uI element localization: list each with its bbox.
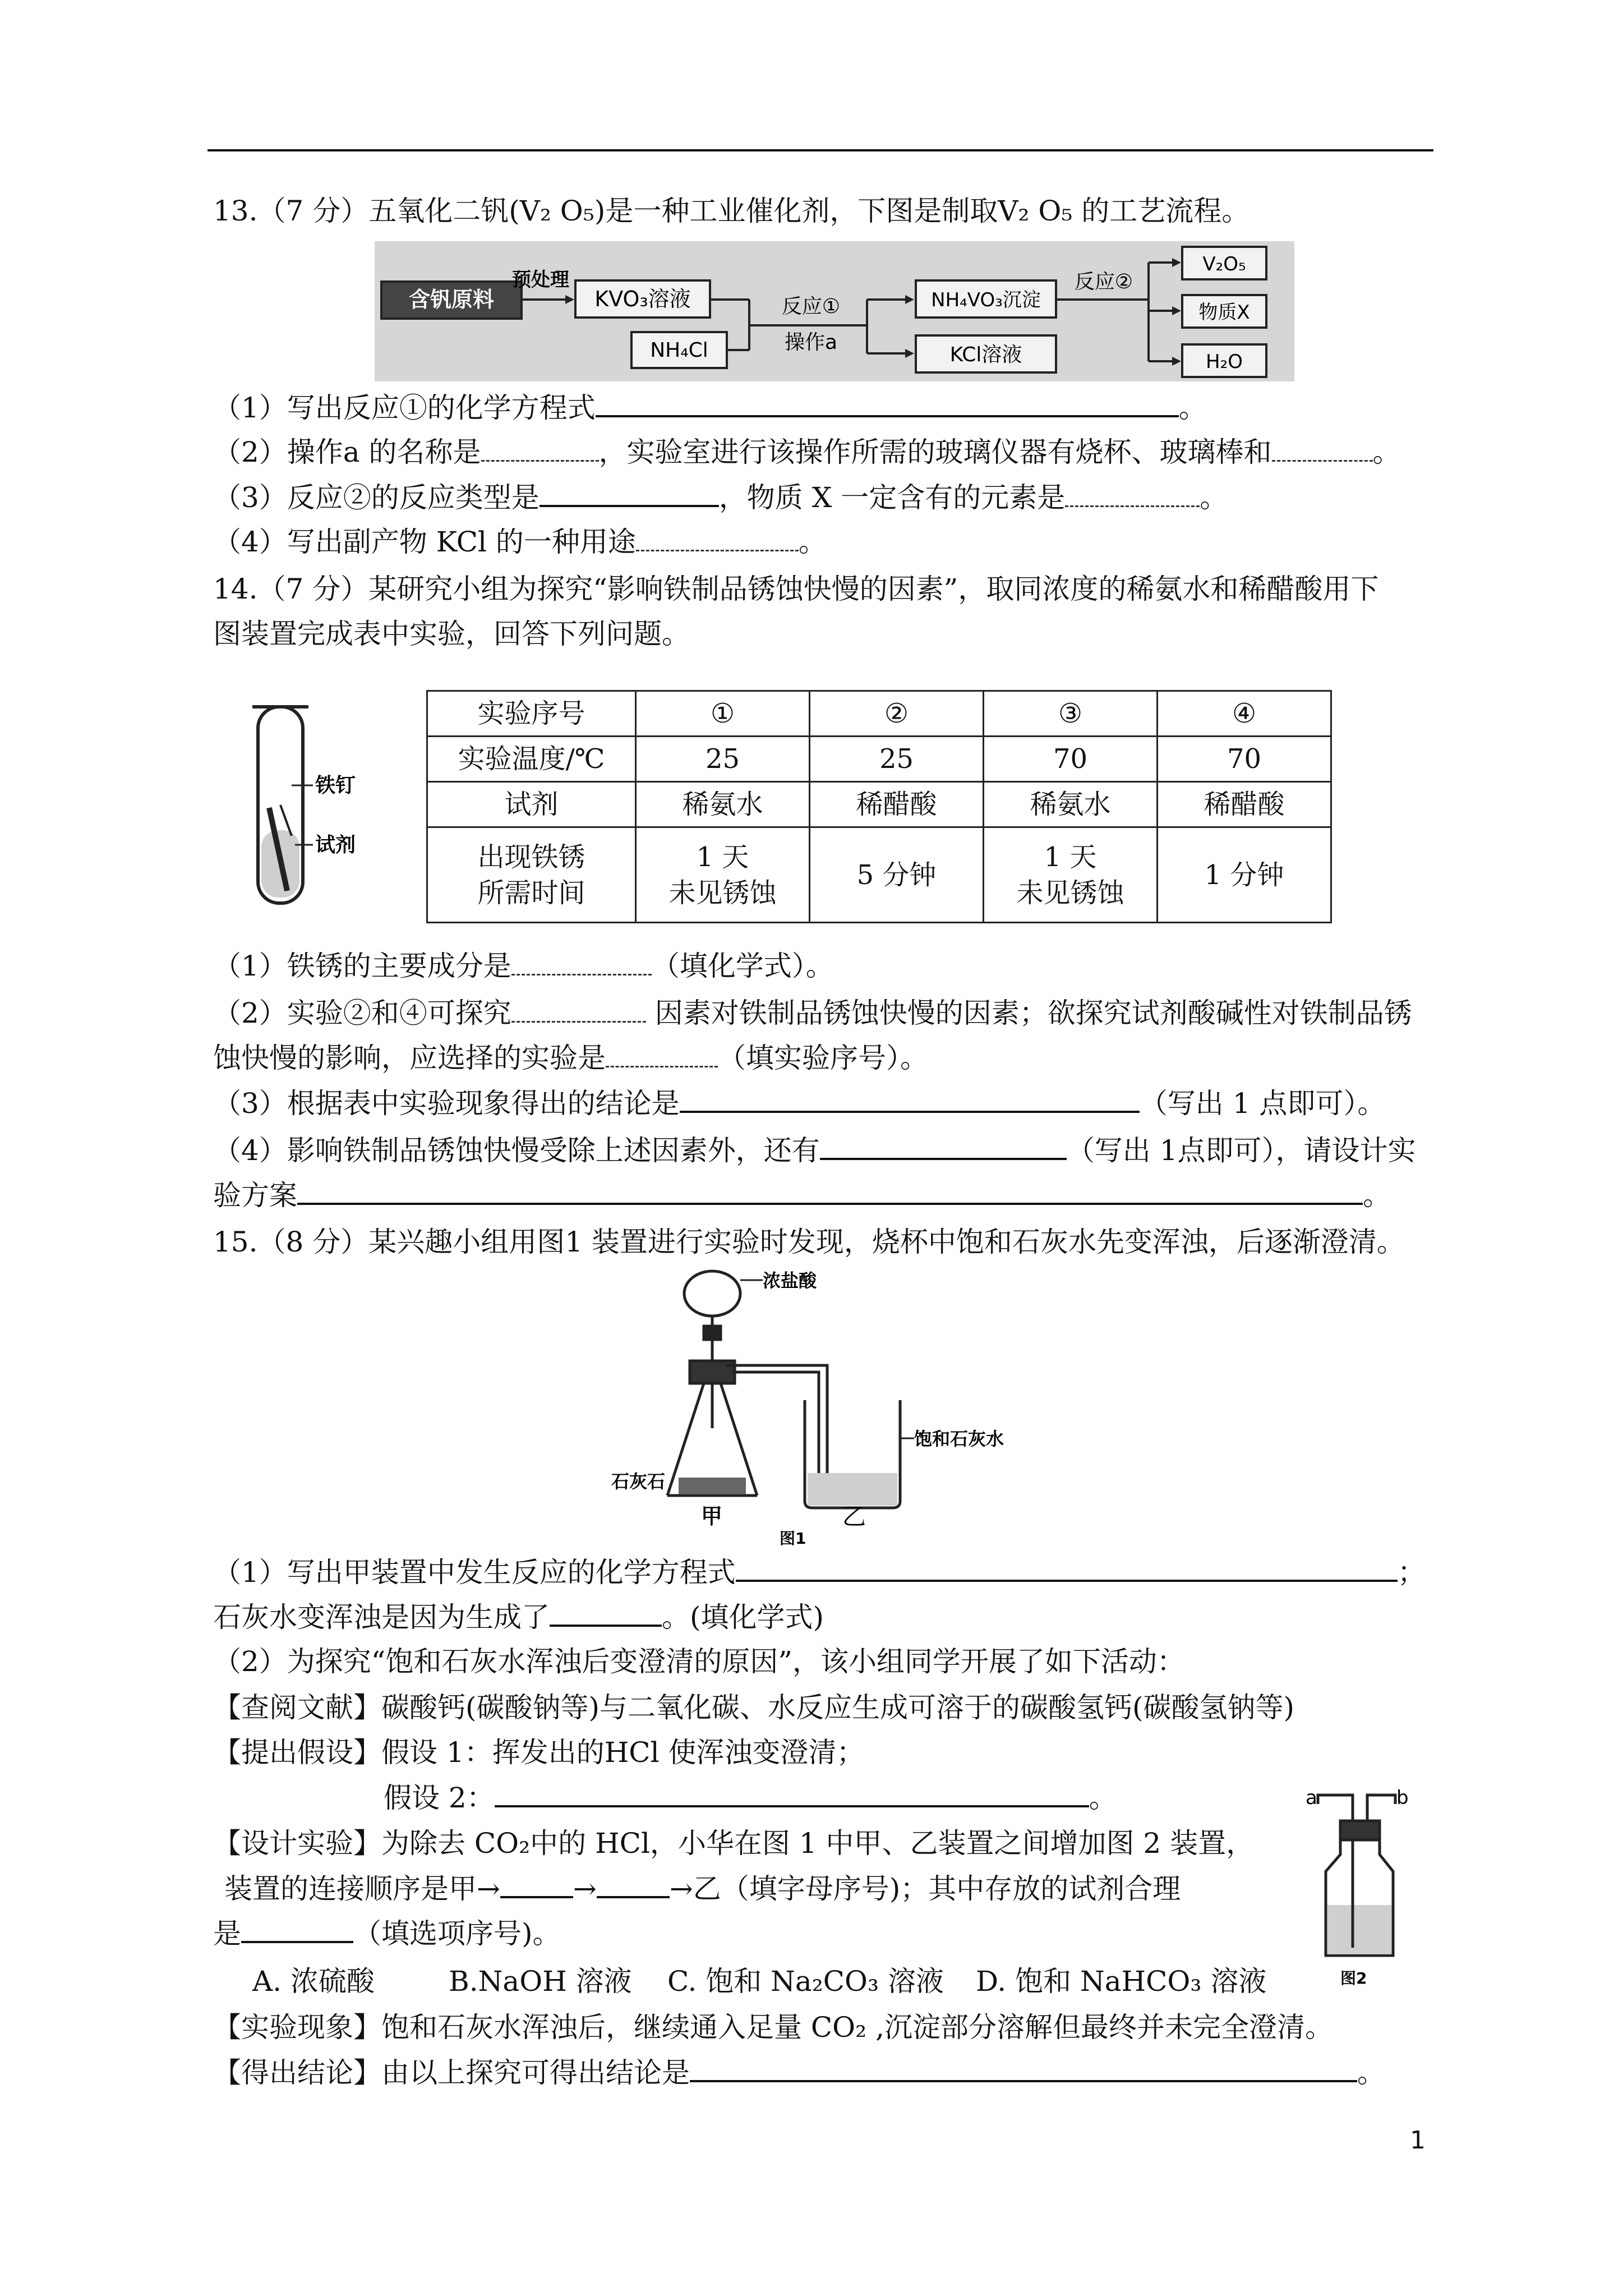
table-row: 试剂 稀氨水 稀醋酸 稀氨水 稀醋酸 — [427, 782, 1331, 827]
figure-2-caption: 图2 — [1340, 1969, 1367, 1987]
q13-flowchart — [375, 241, 1294, 381]
label-lime-water: 饱和石灰水 — [914, 1428, 1004, 1450]
table-row: 出现铁锈 所需时间 1 天 未见锈蚀 5 分钟 1 天 未见锈蚀 1 分钟 — [427, 827, 1331, 923]
q15-phenomenon: 【实验现象】饱和石灰水浑浊后，继续通入足量 CO₂ ,沉淀部分溶解但最终并未完全澄清。 — [213, 2011, 1333, 2044]
q14-sub4: （4）影响铁制品锈蚀快慢受除上述因素外，还有 （写出 1点即可），请设计实 — [213, 1132, 1416, 1168]
q15-sub1-cont: 石灰水变浑浊是因为生成了 。(填化学式) — [213, 1599, 824, 1635]
q15-design-reagent: 是 （填选项序号)。 — [213, 1915, 561, 1952]
page-number: 1 — [1410, 2126, 1426, 2155]
answer-blank[interactable] — [511, 995, 646, 1023]
q15-heading: 15.（8 分）某兴趣小组用图1 装置进行实验时发现，烧杯中饱和石灰水先变浑浊，后逐渐澄清。 — [213, 1226, 1405, 1258]
answer-blank[interactable] — [636, 524, 799, 551]
q15-sub1: （1）写出甲装置中发生反应的化学方程式 ； — [213, 1554, 1426, 1590]
q13-sub2: （2）操作a 的名称是 ，实验室进行该操作所需的玻璃仪器有烧杯、玻璃棒和 。 — [213, 434, 1401, 470]
q15-hypothesis-2: 假设 2： 。 — [384, 1779, 1117, 1816]
fig-reagent-label: 试剂 — [315, 834, 356, 857]
q14-sub4-cont: 验方案 。 — [213, 1177, 1391, 1213]
option-a: A. 浓硫酸 — [252, 1965, 375, 1998]
answer-blank[interactable] — [241, 1915, 353, 1943]
flow-pre: 预处理 — [512, 269, 569, 291]
figure-1-apparatus — [611, 1266, 1038, 1546]
q13-sub4: （4）写出副产物 KCl 的一种用途 。 — [213, 524, 827, 560]
label-jia: 甲 — [701, 1504, 723, 1529]
q15-design-order: 装置的连接顺序是甲→ → →乙（填字母序号)；其中存放的试剂合理 — [224, 1870, 1181, 1907]
table-row: 实验序号 ① ② ③ ④ — [427, 691, 1331, 737]
flow-r2: 反应② — [1074, 270, 1133, 293]
q15-design: 【设计实验】为除去 CO₂中的 HCl，小华在图 1 中甲、乙装置之间增加图 2 装置， — [213, 1827, 1255, 1860]
flow-kvo3: KVO₃溶液 — [594, 287, 691, 311]
q15-hypothesis: 【提出假设】假设 1：挥发出的HCl 使浑浊变澄清； — [213, 1736, 865, 1769]
flow-r1: 反应① — [781, 295, 841, 318]
flow-kcl: KCl溶液 — [949, 343, 1022, 366]
q14-sub2-cont: 蚀快慢的影响，应选择的实验是 （填实验序号）。 — [213, 1040, 928, 1076]
answer-blank[interactable] — [606, 1040, 718, 1068]
figure-1-caption: 图1 — [780, 1529, 806, 1546]
port-b-label: b — [1396, 1787, 1409, 1809]
q13-sub1: （1）写出反应①的化学方程式 。 — [213, 389, 1207, 426]
answer-blank[interactable] — [511, 948, 652, 976]
flow-nh4cl: NH₄Cl — [650, 339, 708, 362]
answer-blank[interactable] — [1065, 480, 1200, 507]
flow-raw: 含钒原料 — [408, 287, 495, 312]
port-a-label: a — [1306, 1787, 1317, 1809]
option-d: D. 饱和 NaHCO₃ 溶液 — [976, 1965, 1267, 1998]
fig-nail-label: 铁钉 — [315, 774, 356, 797]
label-yi: 乙 — [842, 1503, 866, 1530]
q14-sub1: （1）铁锈的主要成分是 （填化学式）。 — [213, 948, 834, 984]
q15-conclusion: 【得出结论】由以上探究可得出结论是 。 — [213, 2054, 1385, 2091]
q15-literature: 【查阅文献】碳酸钙(碳酸钠等)与二氧化碳、水反应生成可溶于的碳酸氢钙(碳酸氢钠等) — [213, 1691, 1295, 1724]
flow-h2o: H₂O — [1206, 351, 1243, 373]
option-b: B.NaOH 溶液 — [449, 1965, 632, 1998]
flow-opa: 操作a — [784, 331, 838, 354]
answer-blank[interactable] — [597, 1870, 670, 1898]
table-row: 实验温度/℃ 25 25 70 70 — [427, 737, 1331, 782]
figure-2-wash-bottle — [1301, 1787, 1413, 1995]
answer-blank[interactable] — [690, 2054, 1357, 2082]
answer-blank[interactable] — [481, 434, 599, 462]
q14-test-tube-figure — [247, 696, 393, 920]
q13-heading: 13.（7 分）五氧化二钒(V₂ O₅)是一种工业催化剂，下图是制取V₂ O₅ 的工艺流程。 — [213, 195, 1250, 227]
answer-blank[interactable] — [680, 1085, 1140, 1113]
header-rule — [208, 149, 1433, 151]
answer-blank[interactable] — [495, 1779, 1089, 1807]
answer-blank[interactable] — [820, 1132, 1067, 1160]
option-c: C. 饱和 Na₂CO₃ 溶液 — [667, 1965, 944, 1998]
answer-blank[interactable] — [736, 1554, 1398, 1582]
q13-sub3: （3）反应②的反应类型是 ，物质 X 一定含有的元素是 。 — [213, 479, 1228, 516]
answer-blank[interactable] — [1272, 434, 1373, 462]
flow-v2o5: V₂O₅ — [1202, 253, 1246, 275]
q14-sub3: （3）根据表中实验现象得出的结论是 （写出 1 点即可）。 — [213, 1085, 1385, 1121]
q15-sub2: （2）为探究“饱和石灰水浑浊后变澄清的原因”，该小组同学开展了如下活动： — [213, 1645, 1185, 1678]
q14-heading-line1: 14.（7 分）某研究小组为探究“影响铁制品锈蚀快慢的因素”，取同浓度的稀氨水和稀醋酸用下 — [213, 573, 1379, 605]
experiment-table — [426, 690, 1332, 923]
q14-heading-line2: 图装置完成表中实验，回答下列问题。 — [213, 618, 690, 650]
label-limestone: 石灰石 — [611, 1471, 666, 1492]
q14-sub2: （2）实验②和④可探究 因素对铁制品锈蚀快慢的因素；欲探究试剂酸碱性对铁制品锈 — [213, 995, 1412, 1031]
label-conc-hcl: 浓盐酸 — [763, 1270, 817, 1291]
flow-x: 物质X — [1198, 301, 1250, 324]
answer-blank[interactable] — [550, 1599, 662, 1627]
answer-blank[interactable] — [540, 479, 719, 507]
answer-blank[interactable] — [297, 1177, 1363, 1205]
answer-blank[interactable] — [500, 1870, 573, 1898]
answer-blank[interactable] — [596, 389, 1179, 417]
flow-nh4vo3: NH₄VO₃沉淀 — [931, 289, 1041, 311]
